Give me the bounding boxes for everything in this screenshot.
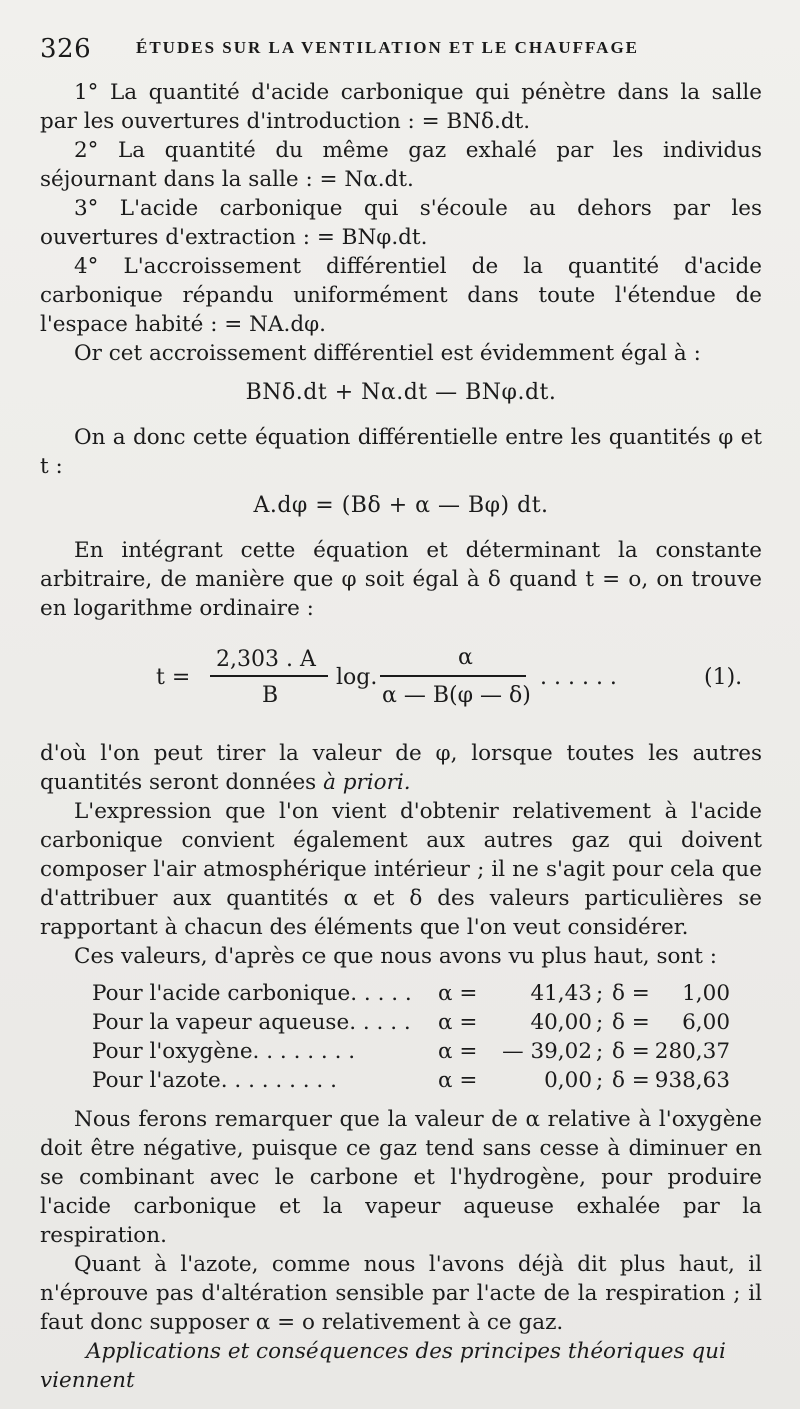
formula-denominator-1: B — [262, 683, 279, 708]
delta-symbol: δ = — [612, 1010, 650, 1035]
paragraph-item-2: 2° La quantité du même gaz exhalé par les individus séjournant dans la salle : = Nα.dt. — [40, 138, 762, 192]
paragraph-other-gases: L'expression que l'on vient d'obtenir relativement à l'acide carbonique convient également aux autres gaz qui doivent composer l'air atmosphérique intérieur ; il ne s'agit pour cela que d'attribuer aux quantités α et δ des valeurs particulières se rapportant à chacun des éléments que l'on veut considérer. — [40, 799, 762, 940]
formula-dots: . . . . . . — [540, 665, 617, 690]
paragraph-integration: En intégrant cette équation et déterminant la constante arbitraire, de manière que φ soit égal à δ quand t = o, on trouve en logarithme ordinaire : — [40, 538, 762, 621]
table-row — [40, 979, 762, 1008]
fraction-bar-1 — [210, 675, 328, 677]
value-separator: ; — [596, 1039, 604, 1064]
alpha-value: — 39,02 — [502, 1039, 592, 1064]
paragraph-item-4: 4° L'accroissement différentiel de la quantité d'acide carbonique répandu uniformément dans toute l'étendue de l'espace habité : = NA.dφ. — [40, 254, 762, 337]
paragraph-equal-to: Or cet accroissement différentiel est évidemment égal à : — [74, 341, 701, 366]
body-text — [40, 78, 762, 1395]
alpha-symbol: α = — [438, 981, 478, 1006]
formula-numerator-1: 2,303 . A — [216, 647, 316, 672]
values-table — [40, 979, 762, 1095]
paragraph-item-3: 3° L'acide carbonique qui s'écoule au dehors par les ouvertures d'extraction : = BNφ.dt. — [40, 196, 762, 250]
table-row — [40, 1037, 762, 1066]
page-header — [40, 32, 760, 66]
alpha-value: 40,00 — [530, 1010, 592, 1035]
gas-label: Pour la vapeur aqueuse. . . . . — [92, 1010, 411, 1035]
alpha-symbol: α = — [438, 1068, 478, 1093]
paragraph-derive-phi — [40, 739, 762, 797]
table-row — [40, 1008, 762, 1037]
alpha-symbol: α = — [438, 1010, 478, 1035]
value-separator: ; — [596, 1010, 604, 1035]
delta-value: 938,63 — [654, 1068, 730, 1093]
alpha-value: 0,00 — [544, 1068, 592, 1093]
formula-numerator-2: α — [458, 645, 473, 670]
value-separator: ; — [596, 981, 604, 1006]
gas-label: Pour l'azote. . . . . . . . . — [92, 1068, 337, 1093]
paragraph-oxygen-remark: Nous ferons remarquer que la valeur de α relative à l'oxygène doit être négative, puisque ce gaz tend sans cesse à diminuer en se combinant avec le carbone et l'hydrogène, pour produire l'acide carbonique et la vapeur aqueuse exhalée par la respiration. — [40, 1107, 762, 1248]
formula-lhs: t = — [156, 665, 191, 690]
delta-symbol: δ = — [612, 1068, 650, 1093]
formula-denominator-2: α — B(φ — δ) — [382, 683, 531, 708]
alpha-symbol: α = — [438, 1039, 478, 1064]
formula-reference: (1). — [704, 665, 743, 690]
section-heading-applications: Applications et conséquences des principes théoriques qui viennent — [40, 1339, 726, 1393]
alpha-value: 41,43 — [530, 981, 592, 1006]
delta-symbol: δ = — [612, 981, 650, 1006]
paragraph-nitrogen: Quant à l'azote, comme nous l'avons déjà dit plus haut, il n'éprouve pas d'altération sensible par l'acte de la respiration ; il faut donc supposer α = o relativement à ce gaz. — [40, 1252, 762, 1335]
formula-log: log. — [336, 665, 378, 690]
table-row — [40, 1066, 762, 1095]
formula-logarithm — [40, 637, 762, 721]
delta-value: 6,00 — [682, 1010, 730, 1035]
a-priori-text: à priori. — [323, 770, 411, 795]
delta-value: 280,37 — [654, 1039, 730, 1064]
equation-sum: BNδ.dt + Nα.dt — BNφ.dt. — [245, 380, 557, 405]
gas-label: Pour l'oxygène. . . . . . . . — [92, 1039, 356, 1064]
paragraph-item-1: 1° La quantité d'acide carbonique qui pénètre dans la salle par les ouvertures d'introduction : = BNδ.dt. — [40, 80, 762, 134]
value-separator: ; — [596, 1068, 604, 1093]
fraction-bar-2 — [380, 675, 526, 677]
paragraph-derive-phi-text: d'où l'on peut tirer la valeur de φ, lorsque toutes les autres quantités seront données — [40, 741, 762, 795]
delta-symbol: δ = — [612, 1039, 650, 1064]
delta-value: 1,00 — [682, 981, 730, 1006]
running-title: ÉTUDES SUR LA VENTILATION ET LE CHAUFFAGE — [136, 38, 640, 57]
paragraph-differential-intro: On a donc cette équation différentielle entre les quantités φ et t : — [40, 425, 762, 479]
paragraph-values-intro: Ces valeurs, d'après ce que nous avons vu plus haut, sont : — [74, 944, 717, 969]
gas-label: Pour l'acide carbonique. . . . . — [92, 981, 412, 1006]
page-number: 326 — [40, 34, 92, 64]
equation-differential: A.dφ = (Bδ + α — Bφ) dt. — [253, 493, 549, 518]
